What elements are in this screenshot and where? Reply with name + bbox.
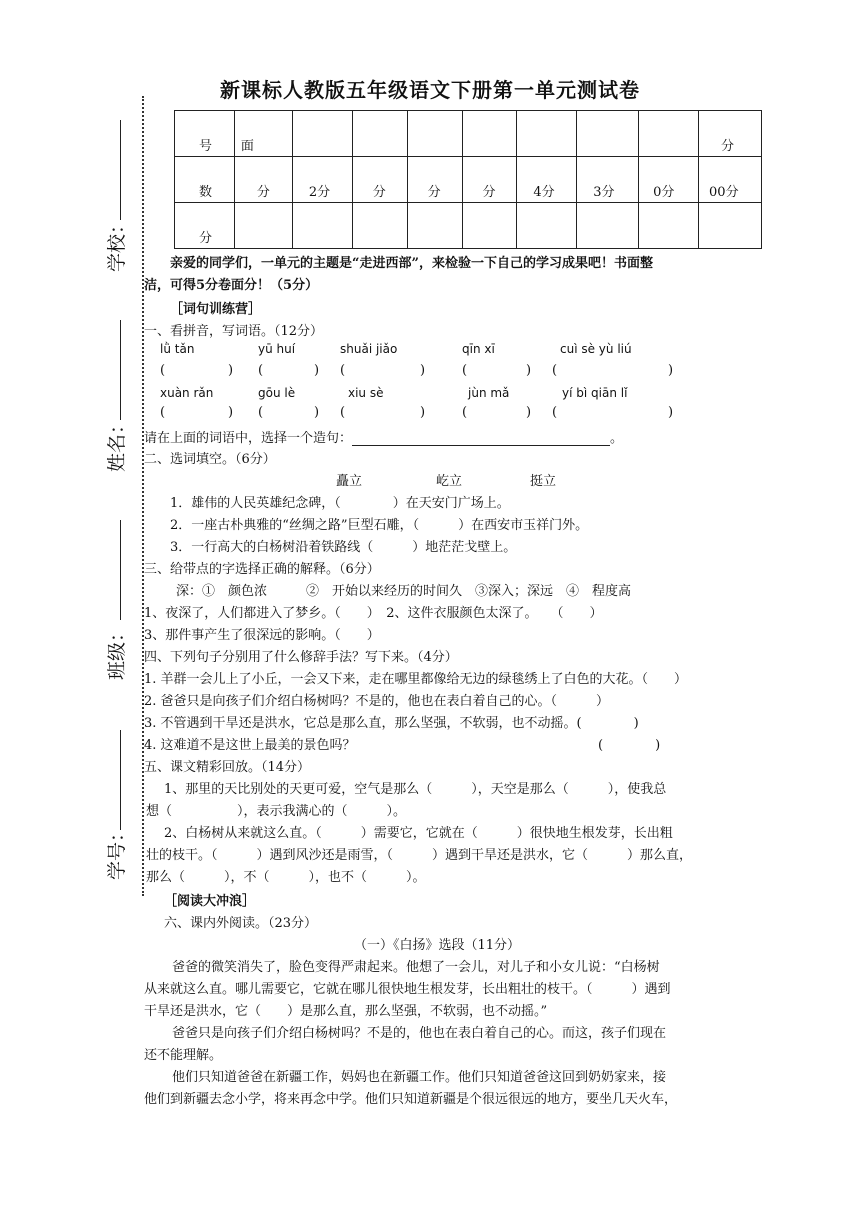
q2-item: 1．雄伟的人民英雄纪念碑，（ ）在天安门广场上。	[170, 496, 510, 511]
q3-row: 1、夜深了，人们都进入了梦乡。（ ） 2、这件衣服颜色太深了。 （ ）	[144, 606, 603, 621]
q1-sentence-prompt	[144, 427, 623, 446]
school-label: 学校：	[106, 214, 128, 272]
answer-bracket[interactable]: )	[314, 405, 320, 420]
score-cell[interactable]	[462, 203, 517, 249]
q2-word: 屹立	[436, 474, 463, 489]
answer-bracket[interactable]: )	[526, 405, 532, 420]
score-cell: 3分	[577, 157, 639, 203]
score-cell: 面	[234, 111, 292, 157]
pinyin: yí bì qiān lǐ	[562, 386, 628, 400]
pinyin: cuì sè yù liú	[560, 342, 632, 356]
pinyin: xiu sè	[348, 386, 384, 400]
answer-bracket[interactable]: )	[668, 363, 674, 378]
answer-bracket[interactable]: )	[420, 363, 426, 378]
score-cell: 分	[352, 157, 407, 203]
pinyin: yū huí	[258, 342, 296, 356]
q2-heading: 二、选词填空。（6分）	[144, 452, 276, 467]
section-vocab-heading: ［词句训练营］	[170, 302, 262, 317]
answer-bracket[interactable]: )	[420, 405, 426, 420]
pinyin: jùn mǎ	[468, 386, 510, 400]
answer-bracket[interactable]: (	[258, 405, 264, 420]
score-cell	[292, 111, 352, 157]
score-cell: 00分	[699, 157, 762, 203]
score-cell: 号	[175, 111, 235, 157]
q4-heading: 四、下列句子分别用了什么修辞手法？写下来。（4分）	[144, 650, 458, 665]
answer-bracket[interactable]: (	[160, 363, 166, 378]
q5-line: 2、白杨树从来就这么直。（ ）需要它，它就在（ ）很快地生根发芽，长出粗	[164, 826, 673, 841]
q5-line: 那么（ ），不（ ），也不（ ）。	[146, 870, 426, 885]
passage-line: 还不能理解。	[144, 1048, 223, 1063]
passage-line: 爸爸只是向孩子们介绍白杨树吗？不是的，他也在表白着自己的心。而这，孩子们现在	[172, 1026, 667, 1041]
passage-line: 爸爸的微笑消失了，脸色变得严肃起来。他想了一会儿，对儿子和小女儿说：“白杨树	[172, 960, 660, 975]
name-label: 姓名：	[106, 414, 128, 472]
name-underline	[120, 320, 121, 420]
score-cell: 4分	[517, 157, 577, 203]
answer-bracket[interactable]: (	[552, 405, 558, 420]
q4-item: 1. 羊群一会儿上了小丘，一会又下来，走在哪里都像给无边的绿毯绣上了白色的大花。（ ）	[144, 672, 688, 687]
section-reading-heading: ［阅读大冲浪］	[164, 894, 256, 909]
pinyin: shuǎi jiǎo	[340, 342, 398, 356]
score-cell	[407, 111, 462, 157]
score-cell: 分	[175, 203, 235, 249]
pinyin: xuàn rǎn	[160, 386, 214, 400]
q2-item: 3．一行高大的白杨树沿着铁路线（ ）地茫茫戈壁上。	[170, 540, 517, 555]
score-cell[interactable]	[292, 203, 352, 249]
score-cell	[517, 111, 577, 157]
q4-item: 2. 爸爸只是向孩子们介绍白杨树吗？不是的，他也在表白着自己的心。（ ）	[144, 694, 610, 709]
q2-word: 矗立	[336, 474, 363, 489]
answer-bracket[interactable]: (	[340, 363, 346, 378]
q6-heading: 六、课内外阅读。（23分）	[164, 916, 318, 931]
answer-bracket[interactable]: )	[228, 363, 234, 378]
score-table	[174, 110, 762, 249]
score-cell: 2分	[292, 157, 352, 203]
answer-bracket[interactable]: )	[668, 405, 674, 420]
score-cell[interactable]	[577, 203, 639, 249]
q1-sentence-end: 。	[610, 431, 624, 446]
binding-dotted-line	[142, 96, 144, 896]
score-cell: 分	[699, 111, 762, 157]
q2-word: 挺立	[530, 474, 557, 489]
answer-bracket[interactable]: (	[552, 363, 558, 378]
q4-item: 3. 不管遇到干旱还是洪水，它总是那么直，那么坚强，不软弱，也不动摇。( )	[144, 716, 639, 731]
score-cell	[639, 111, 699, 157]
q5-heading: 五、课文精彩回放。（14分）	[144, 760, 311, 775]
answer-bracket[interactable]: )	[228, 405, 234, 420]
score-cell: 分	[407, 157, 462, 203]
q6-subheading: （一）《白扬》选段（11分）	[354, 938, 521, 953]
page-title: 新课标人教版五年级语文下册第一单元测试卷	[220, 78, 640, 102]
score-cell: 分	[462, 157, 517, 203]
score-cell: 0分	[639, 157, 699, 203]
score-cell[interactable]	[352, 203, 407, 249]
sentence-answer-line[interactable]	[352, 431, 610, 446]
score-cell[interactable]	[639, 203, 699, 249]
answer-bracket[interactable]: (	[462, 363, 468, 378]
passage-line: 干旱还是洪水，它（ ）是那么直，那么坚强，不软弱，也不动摇。”	[144, 1004, 548, 1019]
score-cell	[352, 111, 407, 157]
passage-line: 他们到新疆去念小学，将来再念中学。他们只知道新疆是个很远很远的地方，要坐几天火车，	[144, 1092, 678, 1107]
score-cell[interactable]	[234, 203, 292, 249]
score-cell[interactable]	[407, 203, 462, 249]
answer-bracket[interactable]: (	[258, 363, 264, 378]
answer-bracket[interactable]: )	[526, 363, 532, 378]
score-cell[interactable]	[517, 203, 577, 249]
score-cell	[577, 111, 639, 157]
pinyin: gōu lè	[258, 386, 296, 400]
passage-line: 从来就这么直。哪儿需要它，它就在哪儿很快地生根发芽，长出粗壮的枝干。（ ）遇到	[144, 982, 671, 997]
q5-line: 1、那里的天比别处的天更可爱，空气是那么（ ），天空是那么（ ），使我总	[164, 782, 667, 797]
q5-line: 想（ ），表示我满心的（ ）。	[146, 804, 407, 819]
intro-line-1: 亲爱的同学们，一单元的主题是“走进西部”，来检验一下自己的学习成果吧！书面整	[170, 256, 653, 271]
q3-heading: 三、给带点的字选择正确的解释。（6分）	[144, 562, 380, 577]
answer-bracket[interactable]: (	[160, 405, 166, 420]
student-id-label: 学号：	[106, 822, 128, 880]
pinyin: lǜ tǎn	[160, 342, 195, 356]
score-cell: 分	[234, 157, 292, 203]
score-cell[interactable]	[699, 203, 762, 249]
id-underline	[120, 730, 121, 830]
score-cell: 数	[175, 157, 235, 203]
class-label: 班级：	[106, 622, 128, 680]
q1-heading: 一、看拼音，写词语。（12分）	[144, 324, 324, 339]
passage-line: 他们只知道爸爸在新疆工作，妈妈也在新疆工作。他们只知道爸爸这回到奶奶家来，接	[172, 1070, 667, 1085]
class-underline	[120, 520, 121, 620]
q3-definitions: 深：① 颜色浓 ② 开始以来经历的时间久 ③深入；深远 ④ 程度高	[176, 584, 632, 599]
q4-item: 4. 这难道不是这世上最美的景色吗？	[144, 738, 356, 753]
q4-item4-bracket[interactable]: ( )	[598, 738, 661, 753]
answer-bracket[interactable]: (	[462, 405, 468, 420]
q2-item: 2．一座古朴典雅的“丝绸之路”巨型石雕，（ ）在西安市玉祥门外。	[170, 518, 589, 533]
answer-bracket[interactable]: (	[340, 405, 346, 420]
school-underline	[120, 120, 121, 220]
answer-bracket[interactable]: )	[314, 363, 320, 378]
intro-line-2: 洁，可得5分卷面分！（5分）	[144, 278, 319, 293]
q1-sentence-label: 请在上面的词语中，选择一个造句：	[144, 431, 353, 446]
q5-line: 壮的枝干。（ ）遇到风沙还是雨雪，（ ）遇到干旱还是洪水，它（ ）那么直，	[146, 848, 693, 863]
score-cell	[462, 111, 517, 157]
pinyin: qīn xī	[462, 342, 495, 356]
q3-row: 3、那件事产生了很深远的影响。（ ）	[144, 628, 380, 643]
